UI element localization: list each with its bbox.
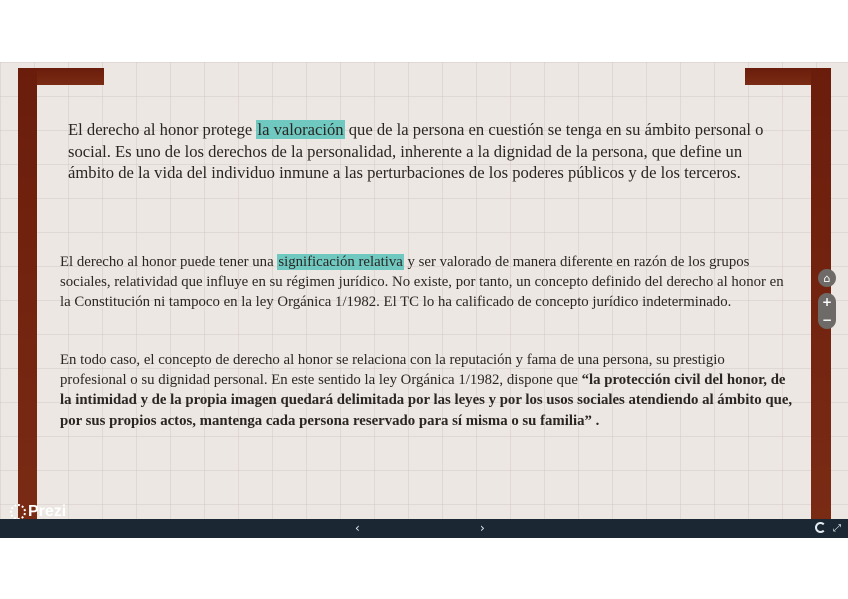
home-icon: ⌂ [823,271,831,285]
paragraph3-text-plain: En todo caso, el concepto de derecho al honor se relaciona con la reputación y fama de una persona, su prestigio profesional o su dignidad personal. En este sentido la ley Orgánica 1/1982, dispone que [60,352,725,389]
paragraph3-quote-bold: “la protección civil del honor, de la intimidad y de la propia imagen quedará delimitada por las leyes y por los usos sociales atendiendo al ámbito que, por sus propios actos, mantenga cada persona reservado para sí misma o su familia” . [60,372,793,429]
paragraph2-text-end: y ser valorado de manera diferente en razón de los grupos sociales, relatividad que influye en su régimen jurídico. No existe, por tanto, un concepto definido del derecho al honor en la Constitución ni tampoco en la ley Orgánica 1/1982. El TC lo ha calificado de concepto jurídico indeterminado. [60,254,784,311]
zoom-out-button[interactable]: − [821,313,833,327]
prezi-logo[interactable] [10,502,66,519]
paragraph2-text-start: El derecho al honor puede tener una [60,254,278,270]
previous-step-button[interactable]: ‹ [355,521,360,535]
paragraph1-text-end: que de la persona en cuestión se tenga en su ámbito personal o social. Es uno de los derechos de la personalidad, inherente a la dignidad de la persona, que define un ámbito de la vida del individuo inmune a las perturbaciones de los poderes públicos y de los terceros. [68,120,764,183]
navigation-bar [0,519,848,538]
autoplay-icon[interactable] [815,522,826,533]
prezi-logo-icon [10,504,26,519]
zoom-pill [818,293,836,329]
paragraph-relative-meaning [60,252,795,313]
paragraph-reputation [60,350,795,431]
paragraph-honor-definition [68,119,788,184]
zoom-in-button[interactable]: + [821,295,833,309]
highlight-significacion-relativa: significación relativa [278,254,403,270]
fullscreen-icon[interactable]: ⤢ [833,523,841,534]
home-button[interactable] [818,269,836,287]
highlight-la-valoracion: la valoración [257,120,344,139]
next-step-button[interactable]: › [480,521,485,535]
prezi-logo-text: Prezi [28,503,67,519]
presentation-canvas[interactable] [0,62,848,519]
frame-left-bar [18,68,37,519]
zoom-controls [818,269,838,329]
paragraph1-text-start: El derecho al honor protege [68,120,257,139]
